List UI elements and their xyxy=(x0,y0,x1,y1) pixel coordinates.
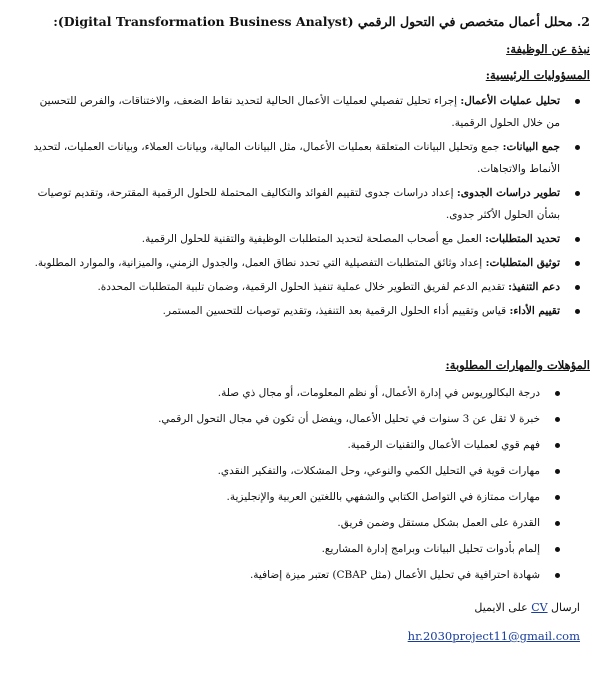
bullet-icon xyxy=(555,417,560,422)
responsibility-title: جمع البيانات: xyxy=(502,141,560,153)
qualification-text: درجة البكالوريوس في إدارة الأعمال، أو نظم المعلومات، أو مجال ذي صلة. xyxy=(217,387,540,399)
qualification-item xyxy=(30,406,590,432)
responsibility-item xyxy=(30,182,590,226)
responsibility-text: جمع وتحليل البيانات المتعلقة بعمليات الأعمال، مثل البيانات المالية، وبيانات العملاء، وبيانات العمليات، لتحديد الأنماط والاتجاهات. xyxy=(33,141,560,175)
responsibility-item xyxy=(30,300,590,322)
responsibility-title: دعم التنفيذ: xyxy=(508,281,560,293)
responsibility-title: تحديد المتطلبات: xyxy=(485,233,560,245)
responsibility-item xyxy=(30,136,590,180)
qualification-text: خبرة لا تقل عن 3 سنوات في تحليل الأعمال، ويفضل أن تكون في مجال التحول الرقمي. xyxy=(158,413,540,425)
send-cv-instruction xyxy=(474,601,580,614)
qualification-text: إلمام بأدوات تحليل البيانات وبرامج إدارة المشاريع. xyxy=(321,543,540,555)
bullet-icon xyxy=(575,99,580,104)
bullet-icon xyxy=(555,573,560,578)
send-suffix: على الايميل xyxy=(474,601,532,614)
qualification-text: مهارات ممتازة في التواصل الكتابي والشفهي باللغتين العربية والإنجليزية. xyxy=(226,491,540,503)
bullet-icon xyxy=(575,261,580,266)
qualifications-list xyxy=(30,380,590,588)
responsibility-title: تقييم الأداء: xyxy=(509,305,560,317)
responsibility-item xyxy=(30,252,590,274)
bullet-icon xyxy=(555,391,560,396)
responsibility-title: تطوير دراسات الجدوى: xyxy=(456,187,560,199)
responsibility-item xyxy=(30,90,590,134)
contact-email-link[interactable]: hr.2030project11@gmail.com xyxy=(407,629,580,643)
responsibility-text: إجراء تحليل تفصيلي لعمليات الأعمال الحالية لتحديد نقاط الضعف، والاختناقات، والفرص للتحسين من خلال الحلول الرقمية. xyxy=(39,95,560,129)
bullet-icon xyxy=(555,521,560,526)
bullet-icon xyxy=(575,145,580,150)
qualification-item xyxy=(30,510,590,536)
responsibility-item xyxy=(30,276,590,298)
qualification-text: مهارات قوية في التحليل الكمي والنوعي، وحل المشكلات، والتفكير النقدي. xyxy=(217,465,540,477)
bullet-icon xyxy=(575,285,580,290)
bullet-icon xyxy=(575,191,580,196)
responsibility-item xyxy=(30,228,590,250)
job-title-heading: 2. محلل أعمال متخصص في التحول الرقمي (Digital Transformation Business Analyst): xyxy=(53,14,590,29)
bullet-icon xyxy=(575,309,580,314)
responsibility-title: توثيق المتطلبات: xyxy=(485,257,560,269)
qualification-item xyxy=(30,432,590,458)
responsibility-title: تحليل عمليات الأعمال: xyxy=(460,95,560,107)
bullet-icon xyxy=(555,547,560,552)
qualification-item xyxy=(30,536,590,562)
qualification-text: القدرة على العمل بشكل مستقل وضمن فريق. xyxy=(337,517,540,529)
qualification-item xyxy=(30,484,590,510)
responsibilities-list xyxy=(30,90,590,324)
send-prefix: ارسال xyxy=(547,601,580,614)
qualification-text: شهادة احترافية في تحليل الأعمال (مثل CBAP) تعتبر ميزة إضافية. xyxy=(249,569,540,581)
responsibility-text: تقديم الدعم لفريق التطوير خلال عملية تنفيذ الحلول الرقمية، وضمان تلبية المتطلبات المحددة. xyxy=(97,281,509,293)
bullet-icon xyxy=(575,237,580,242)
bullet-icon xyxy=(555,495,560,500)
qualification-item xyxy=(30,380,590,406)
responsibility-text: قياس وتقييم أداء الحلول الرقمية بعد التنفيذ، وتقديم توصيات للتحسين المستمر. xyxy=(162,305,510,317)
responsibilities-label: المسؤوليات الرئيسية: xyxy=(485,68,590,82)
qualifications-label: المؤهلات والمهارات المطلوبة: xyxy=(445,358,590,372)
bullet-icon xyxy=(555,443,560,448)
responsibility-text: إعداد دراسات جدوى لتقييم الفوائد والتكاليف المحتملة للحلول الرقمية المقترحة، وتقديم توصيات بشأن الحلول الأكثر جدوى. xyxy=(37,187,560,221)
qualification-text: فهم قوي لعمليات الأعمال والتقنيات الرقمية. xyxy=(347,439,540,451)
qualification-item xyxy=(30,458,590,484)
responsibility-text: العمل مع أصحاب المصلحة لتحديد المتطلبات الوظيفية والتقنية للحلول الرقمية. xyxy=(141,233,486,245)
responsibility-text: إعداد وثائق المتطلبات التفصيلية التي تحدد نطاق العمل، والجدول الزمني، والميزانية، والموارد المطلوبة. xyxy=(34,257,486,269)
qualification-item xyxy=(30,562,590,588)
bullet-icon xyxy=(555,469,560,474)
about-job-label: نبذة عن الوظيفة: xyxy=(506,42,590,56)
cv-link[interactable]: CV xyxy=(531,601,548,614)
